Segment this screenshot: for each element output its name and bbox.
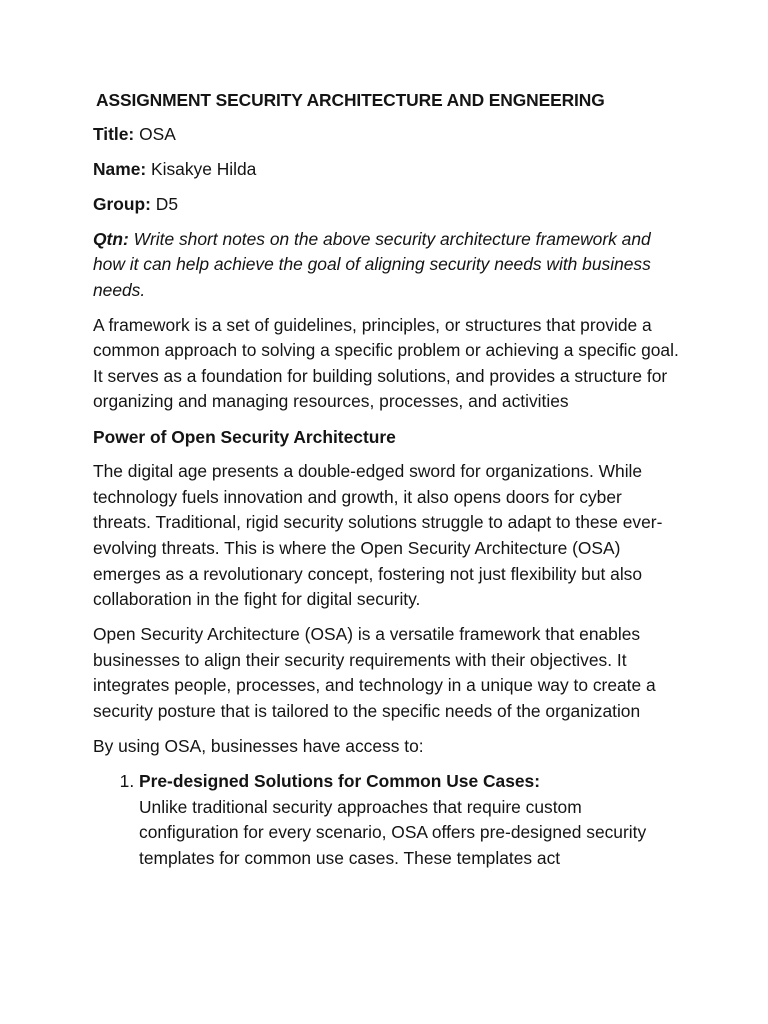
title-value: OSA	[134, 123, 176, 144]
benefits-list	[93, 769, 683, 871]
document-heading: ASSIGNMENT SECURITY ARCHITECTURE AND ENGNEERING	[96, 90, 605, 110]
title-field	[93, 122, 683, 148]
question	[93, 227, 683, 304]
question-label: Qtn:	[93, 228, 129, 249]
group-label: Group:	[93, 193, 151, 214]
section-heading: Power of Open Security Architecture	[93, 426, 396, 447]
list-item	[139, 769, 683, 871]
title-label: Title:	[93, 123, 135, 144]
list-item-title: 1. Pre-designed Solutions for Common Use Cases:	[139, 771, 541, 792]
paragraph-digital-age: The digital age presents a double-edged sword for organizations. While technology fuels innovation and growth, it also opens doors for cyber threats. Traditional, rigid security solutions struggle to adapt to these ever-evolving threats. This is where the Open Security Architecture (OSA) emerges as a revolutionary concept, fostering not just flexibility but also collaboration in the fight for digital security.	[93, 461, 663, 610]
name-value: Kisakye Hilda	[146, 158, 257, 179]
group-value: D5	[150, 193, 179, 214]
name-field	[93, 157, 683, 183]
group-field	[93, 192, 683, 218]
list-intro: By using OSA, businesses have access to:	[93, 736, 424, 757]
name-label: Name:	[93, 158, 147, 179]
list-item-body: Unlike traditional security approaches that require custom configuration for every scenario, OSA offers pre-designed security templates for common use cases. These templates act	[139, 796, 647, 868]
document-page	[93, 88, 683, 872]
paragraph-osa-definition: Open Security Architecture (OSA) is a versatile framework that enables businesses to align their security requirements with their objectives. It integrates people, processes, and technology in a unique way to create a security posture that is tailored to the specific needs of the organization	[93, 624, 656, 721]
question-text: Write short notes on the above security architecture framework and how it can help achieve the goal of aligning security needs with business needs.	[93, 228, 651, 301]
intro-paragraph: A framework is a set of guidelines, principles, or structures that provide a common approach to solving a specific problem or achieving a specific goal. It serves as a foundation for building solutions, and provides a structure for organizing and managing resources, processes, and activities	[93, 314, 679, 412]
